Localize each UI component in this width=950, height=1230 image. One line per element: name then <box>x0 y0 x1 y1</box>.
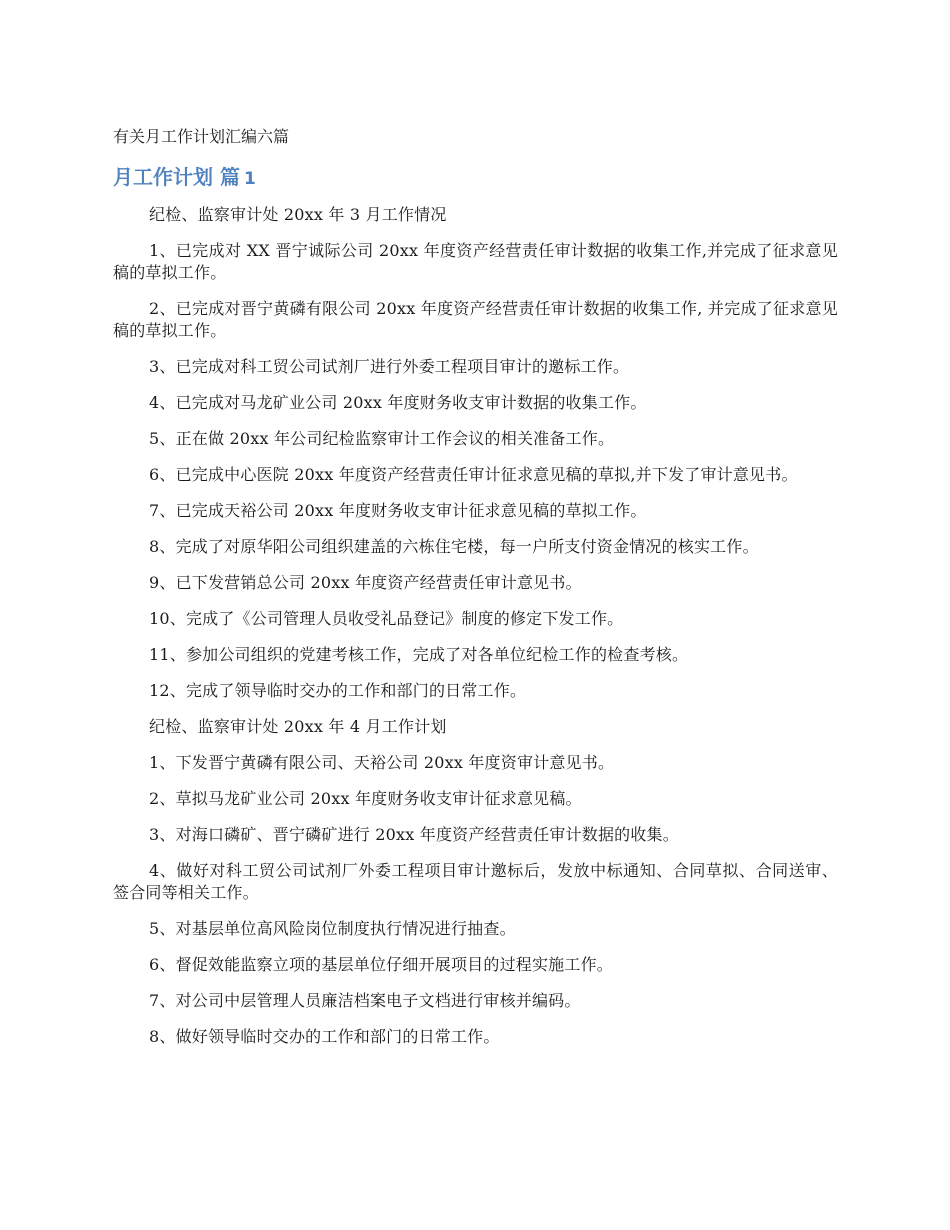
paragraph: 2、已完成对晋宁黄磷有限公司 20xx 年度资产经营责任审计数据的收集工作, 并完成了征求意见稿的草拟工作。 <box>113 299 838 340</box>
paragraph: 7、已完成天裕公司 20xx 年度财务收支审计征求意见稿的草拟工作。 <box>149 501 647 520</box>
paragraph: 4、已完成对马龙矿业公司 20xx 年度财务收支审计数据的收集工作。 <box>149 393 647 412</box>
paragraph: 3、已完成对科工贸公司试剂厂进行外委工程项目审计的邀标工作。 <box>149 357 630 376</box>
paragraph: 2、草拟马龙矿业公司 20xx 年度财务收支审计征求意见稿。 <box>149 789 582 808</box>
paragraph: 6、已完成中心医院 20xx 年度资产经营责任审计征求意见稿的草拟,并下发了审计意见书。 <box>149 465 798 484</box>
paragraph: 1、已完成对 XX 晋宁诚际公司 20xx 年度资产经营责任审计数据的收集工作,并完成了征求意见稿的草拟工作。 <box>113 241 838 282</box>
paragraph: 1、下发晋宁黄磷有限公司、天裕公司 20xx 年度资审计意见书。 <box>149 753 615 772</box>
paragraph: 3、对海口磷矿、晋宁磷矿进行 20xx 年度资产经营责任审计数据的收集。 <box>149 825 679 844</box>
paragraph: 9、已下发营销总公司 20xx 年度资产经营责任审计意见书。 <box>149 573 582 592</box>
paragraph: 5、正在做 20xx 年公司纪检监察审计工作会议的相关准备工作。 <box>149 429 615 448</box>
paragraph: 6、督促效能监察立项的基层单位仔细开展项目的过程实施工作。 <box>149 955 613 974</box>
paragraph: 12、完成了领导临时交办的工作和部门的日常工作。 <box>149 681 527 700</box>
section-number: 1 <box>243 169 256 189</box>
paragraph: 8、完成了对原华阳公司组织建盖的六栋住宅楼，每一户所支付资金情况的核实工作。 <box>149 537 759 556</box>
section-heading <box>113 164 256 192</box>
paragraph: 4、做好对科工贸公司试剂厂外委工程项目审计邀标后，发放中标通知、合同草拟、合同送审、签合同等相关工作。 <box>113 861 838 902</box>
paragraph: 8、做好领导临时交办的工作和部门的日常工作。 <box>149 1027 500 1046</box>
paragraph: 10、完成了《公司管理人员收受礼品登记》制度的修定下发工作。 <box>149 609 624 628</box>
section-heading-text: 月工作计划 篇 <box>113 165 240 189</box>
body-text <box>113 204 838 1062</box>
paragraph: 5、对基层单位高风险岗位制度执行情况进行抽查。 <box>149 919 516 938</box>
paragraph: 纪检、监察审计处 20xx 年 3 月工作情况 <box>149 205 447 224</box>
document-title: 有关月工作计划汇编六篇 <box>113 127 290 146</box>
paragraph: 纪检、监察审计处 20xx 年 4 月工作计划 <box>149 717 447 736</box>
paragraph: 7、对公司中层管理人员廉洁档案电子文档进行审核并编码。 <box>149 991 581 1010</box>
paragraph: 11、参加公司组织的党建考核工作，完成了对各单位纪检工作的检查考核。 <box>149 645 689 664</box>
